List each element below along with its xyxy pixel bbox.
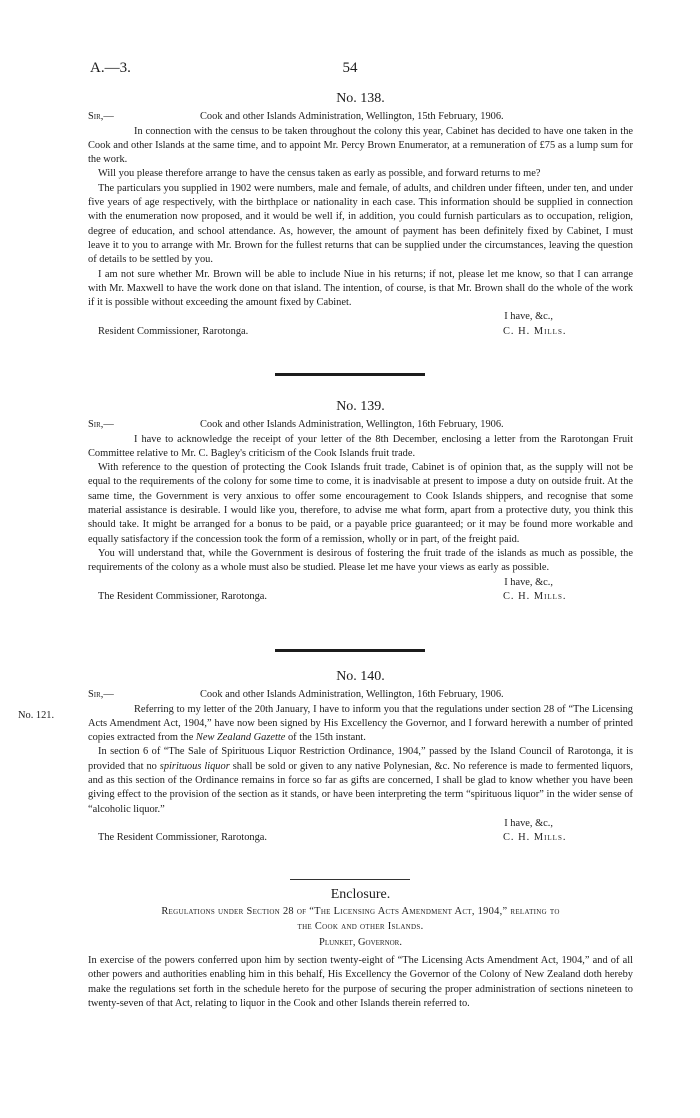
regulations-title: the Cook and other Islands. xyxy=(297,920,424,932)
addressee: The Resident Commissioner, Rarotonga. xyxy=(98,590,267,602)
signoff xyxy=(88,325,633,339)
governor-line: Plunket, Governor. xyxy=(319,936,402,948)
emphasis-term: spirituous liquor xyxy=(159,760,230,772)
paragraph: I have to acknowledge the receipt of your letter of the 8th December, enclosing a letter from the Rarotongan Fruit Committee relative to Mr. C. Bagley's criticism of the Cook Islands fruit trade. xyxy=(88,433,633,459)
section-divider xyxy=(275,649,425,652)
letter-dateline xyxy=(88,110,633,124)
closing-phrase: I have, &c., xyxy=(504,576,553,588)
signature: C. H. Mills. xyxy=(503,590,567,602)
signoff xyxy=(88,831,633,845)
paragraph xyxy=(88,703,633,746)
page-number: 54 xyxy=(342,60,358,76)
section-divider xyxy=(290,879,410,880)
paragraph: In connection with the census to be taken throughout the colony this year, Cabinet has decided to have one taken in the Cook and other Islands at the same time, and to appoint Mr. Percy Brown Enumerator, at a remuneration of £75 as a lump sum for the work. xyxy=(88,125,633,166)
dateline-text: Cook and other Islands Administration, Wellington, 16th February, 1906. xyxy=(200,419,504,431)
dateline-text: Cook and other Islands Administration, Wellington, 15th February, 1906. xyxy=(200,111,504,123)
paragraph-text: In section 6 of “The Sale of Spirituous Liquor Restriction Ordinance, 1904,” passed by the Island Council of Rarotonga, it is provided that no xyxy=(88,746,633,772)
paragraph: The particulars you supplied in 1902 were numbers, male and female, of adults, and children under fifteen, under ten, and under five years of age respectively, with the birthplace or nationality in each case. This information should be supplied in connection with the enumeration now proposed, and it would be well if, in addition, you could furnish particulars as to occupation, religion, degree of education, and school attendance. As, however, the amount of payment has been definitely fixed by Cabinet, I must leave it to you to arrange with Mr. Brown for the fullest returns that can be supplied under the circumstances, leaving the question of details to be settled by you. xyxy=(88,182,633,266)
margin-reference: No. 121. xyxy=(18,710,55,721)
paragraph-text: of the 15th instant. xyxy=(285,732,366,744)
enclosure xyxy=(88,888,633,1011)
addressee: The Resident Commissioner, Rarotonga. xyxy=(98,832,267,844)
regulations-title: Regulations under Section 28 of “The Licensing Acts Amendment Act, 1904,” relating to xyxy=(161,906,560,918)
gazette-title: New Zealand Gazette xyxy=(195,732,286,744)
paragraph-text: shall be sold or given to any native Polynesian, &c. No reference is made to fermented liquors, and as this section of the Ordinance remains in force so far as gifts are concerned, I shall be glad to know whether you have been giving effect to the provision of the section as it stands, or have been interpreting the term “spirituous liquor” in the wider sense of “alcoholic liquor.” xyxy=(88,760,634,815)
paragraph-text: Referring to my letter of the 20th January, I have to inform you that the regulations under section 28 of “The Licensing Acts Amendment Act, 1904,” have now been signed by His Excellency the Governor, and I forward herewith a number of printed copies extracted from the xyxy=(88,703,633,744)
salutation: Sir,— xyxy=(88,419,114,431)
closing-phrase: I have, &c., xyxy=(504,817,553,829)
letter-number-title: No. 140. xyxy=(336,669,385,684)
signature: C. H. Mills. xyxy=(503,832,567,844)
addressee: Resident Commissioner, Rarotonga. xyxy=(98,325,249,337)
letter-dateline xyxy=(88,688,633,702)
paragraph: You will understand that, while the Government is desirous of fostering the fruit trade of the islands as much as possible, the requirements of the colony as a whole must also be studied. Please let me have your views as early as possible. xyxy=(88,547,633,574)
paragraph xyxy=(88,745,633,816)
paragraph: With reference to the question of protecting the Cook Islands fruit trade, Cabinet is of opinion that, as the supply will not be equal to the requirements of the colony for some time to come, it is inadvisable at present to impose a duty on outside fruit. At the same time, the Government is very anxious to offer some encouragement to Cook Islands shippers, and recognise that some material assistance is desirable. I would like you, therefore, to advise me what form, apart from a protective duty, you think this should take. It might be arranged for a bonus to be paid, or a payable price guaranteed; or it may be found more workable and equally satisfactory if the concession took the form of a remission, wholly or in part, of the freight paid. xyxy=(88,462,633,545)
salutation: Sir,— xyxy=(88,111,114,123)
signature: C. H. Mills. xyxy=(503,325,567,337)
dateline-text: Cook and other Islands Administration, Wellington, 16th February, 1906. xyxy=(200,689,504,701)
letter-dateline xyxy=(88,418,633,432)
enclosure-title: Enclosure. xyxy=(330,887,391,902)
paragraph: Will you please therefore arrange to have the census taken as early as possible, and forward returns to me? xyxy=(98,168,541,180)
letter-number-title: No. 138. xyxy=(336,91,385,106)
salutation: Sir,— xyxy=(88,689,114,701)
document-reference: A.—3. xyxy=(90,60,131,76)
enclosure-body: In exercise of the powers conferred upon him by section twenty-eight of “The Licensing Acts Amendment Act, 1904,” and of all other powers and authorities enabling him in this behalf, His Excellency the Governor of the Colony of New Zealand doth hereby make the regulations set forth in the schedule hereto for the purpose of securing the proper administration of sections nineteen to twenty-seven of that Act, relating to liquor in the Cook and other Islands therein referred to. xyxy=(88,955,633,1010)
letter-139 xyxy=(88,400,633,604)
letter-number-title: No. 139. xyxy=(336,399,385,414)
paragraph: I am not sure whether Mr. Brown will be able to include Niue in his returns; if not, please let me know, so that I can arrange with Mr. Maxwell to have the work done on that island. The intention, of course, is that Mr. Brown shall do the whole of the work if it is possible without exceeding the amount fixed by Cabinet. xyxy=(88,268,633,309)
letter-140 xyxy=(88,670,633,846)
letter-138 xyxy=(88,92,633,339)
section-divider xyxy=(275,373,425,376)
signoff xyxy=(88,590,633,604)
closing-phrase: I have, &c., xyxy=(504,311,553,323)
